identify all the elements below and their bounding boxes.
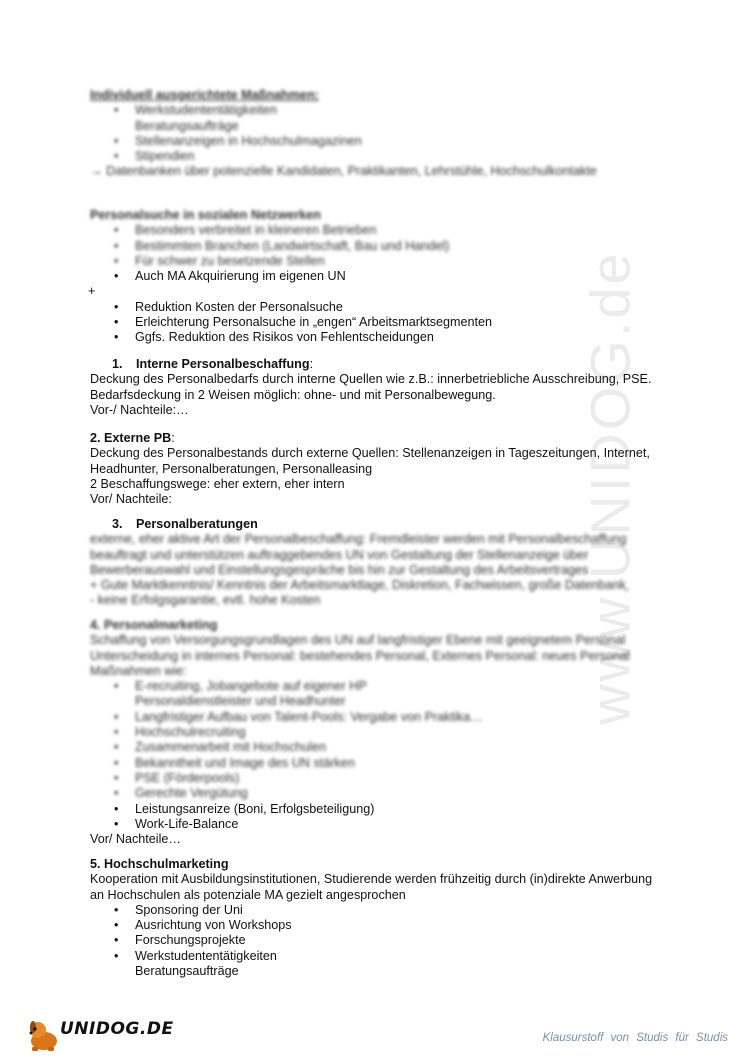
list-item — [90, 740, 670, 755]
list-item — [90, 149, 670, 164]
section-heading-text: 2. Externe PB — [90, 431, 172, 445]
section-heading: 5. Hochschulmarketing — [90, 857, 229, 871]
list-item — [90, 817, 670, 832]
section-heading: Individuell ausgerichtete Maßnahmen: — [90, 88, 319, 102]
body-line: Vor-/ Nachteile:… — [90, 402, 189, 417]
list-item — [90, 802, 670, 817]
list-item-text: Work-Life-Balance — [135, 816, 239, 831]
section-hochschulmarketing — [90, 857, 670, 979]
list-item-text: Ausrichtung von Workshops — [135, 918, 292, 933]
list-item — [90, 239, 670, 254]
list-item — [90, 933, 670, 948]
list-item-text: Zusammenarbeit mit Hochschulen — [135, 740, 327, 755]
body-line: - keine Erfolgsgarantie, evtl. hohe Kosten — [90, 593, 321, 608]
section-heading — [90, 431, 670, 446]
list-item — [90, 679, 670, 710]
body-line: Kooperation mit Ausbildungsinstitutionen, Studierende werden frühzeitig durch (in)direkte Anwerbung — [90, 872, 653, 887]
list-item — [90, 315, 670, 330]
list-item-text: Sponsoring der Uni — [135, 902, 243, 917]
section-heading — [90, 517, 670, 532]
list-item-text: Gerechte Vergütung — [135, 786, 248, 801]
unidog-logo[interactable] — [24, 1014, 184, 1054]
section-heading-text: Interne Personalbeschaffung — [136, 357, 310, 371]
section-number: 1. — [112, 357, 123, 371]
list-item-text: Langfristiger Aufbau von Talent-Pools: Vergabe von Praktika… — [135, 709, 483, 724]
logo-text: UNIDOG.DE — [60, 1019, 174, 1039]
section-heading — [90, 357, 670, 372]
body-line: Headhunter, Personalberatungen, Personalleasing — [90, 461, 373, 476]
footer-tagline: Klausurstoff von Studis für Studis — [542, 1032, 728, 1044]
list-item — [90, 710, 670, 725]
section-personalmarketing — [90, 618, 670, 847]
list-item-text: PSE (Förderpools) — [135, 770, 240, 785]
list-item-text: • Werkstudententätigkeiten — [135, 103, 277, 118]
body-line: Deckung des Personalbestands durch externe Quellen: Stellenanzeigen in Tageszeitungen, Internet, — [90, 446, 650, 461]
body-line: 2 Beschaffungswege: eher extern, eher intern — [90, 476, 345, 491]
list-item — [90, 756, 670, 771]
section-heading-text: Personalberatungen — [136, 517, 258, 531]
section-number: 3. — [112, 517, 123, 531]
list-item-text: Bestimmten Branchen (Landwirtschaft, Bau und Handel) — [135, 238, 450, 253]
section-interne-pb — [90, 357, 670, 418]
list-item — [90, 269, 670, 284]
list-item — [90, 786, 670, 801]
section-individuell — [90, 88, 670, 180]
watermark: www.UNIDOG.de — [578, 250, 642, 725]
body-line: Vor/ Nachteile: — [90, 492, 172, 507]
list-item — [90, 949, 670, 980]
list-item — [90, 103, 670, 134]
list-item-text: Stipendien — [135, 149, 195, 164]
list-item-text: Ggfs. Reduktion des Risikos von Fehlentscheidungen — [135, 330, 434, 345]
body-line: externe, eher aktive Art der Personalbeschaffung: Fremdleister werden mit Personalbeschaffung — [90, 532, 627, 547]
body-line: Maßnahmen wie: — [90, 663, 187, 678]
list-item-text: Forschungsprojekte — [135, 933, 246, 948]
section-personalberatungen — [90, 517, 670, 609]
bullet-list — [90, 269, 670, 284]
body-line: Bedarfsdeckung in 2 Weisen möglich: ohne- und mit Personalbewegung. — [90, 387, 496, 402]
section-social — [90, 208, 670, 346]
list-item — [90, 300, 670, 315]
body-line: Unterscheidung in internes Personal: bestehendes Personal, Externes Personal: neues Personal — [90, 648, 630, 663]
list-item-text: Für schwer zu besetzende Stellen — [135, 253, 325, 268]
list-item-text: Auch MA Akquirierung im eigenen UN — [135, 269, 346, 284]
list-item — [90, 918, 670, 933]
list-item-text: • E-recruiting, Jobangebote auf eigener HP — [135, 679, 367, 694]
body-line: Deckung des Personalbedarfs durch interne Quellen wie z.B.: innerbetriebliche Ausschreibung, PSE. — [90, 372, 652, 387]
heading-colon: : — [309, 357, 314, 371]
bullet-list — [90, 802, 670, 833]
plus-sign: + — [88, 284, 96, 299]
list-item-text: Hochschulrecruiting — [135, 725, 246, 740]
list-item — [90, 330, 670, 345]
list-item-text: Erleichterung Personalsuche in „engen“ Arbeitsmarktsegmenten — [135, 315, 493, 330]
arrow-line: → Datenbanken über potenzielle Kandidaten, Praktikanten, Lehrstühle, Hochschulkontakte — [90, 164, 597, 179]
list-item-text: Besonders verbreitet in kleineren Betrieben — [135, 223, 377, 238]
dog-icon — [24, 1014, 64, 1054]
section-externe-pb — [90, 431, 670, 507]
list-item-text: Reduktion Kosten der Personalsuche — [135, 299, 343, 314]
heading-colon: : — [171, 431, 175, 445]
bullet-list — [90, 679, 670, 801]
bullet-list — [90, 103, 670, 164]
section-heading: 4. Personalmarketing — [90, 618, 218, 632]
body-line: Bewerberauswahl und Einstellungsgespräche bis hin zur Gestaltung des Arbeitsvertrages — [90, 562, 589, 577]
bullet-list — [90, 903, 670, 979]
list-item-text: Bekanntheit und Image des UN stärken — [135, 755, 355, 770]
list-item — [90, 223, 670, 238]
body-line: Schaffung von Versorgungsgrundlagen des UN auf langfristiger Ebene mit geeignetem Personal — [90, 633, 626, 648]
bullet-list — [90, 300, 670, 346]
list-item-text: • Werkstudententätigkeiten — [135, 948, 277, 963]
list-item — [90, 771, 670, 786]
list-item-text: Beratungsaufträge — [135, 964, 239, 979]
list-item — [90, 134, 670, 149]
body-line: beauftragt und unterstützen auftraggebendes UN von Gestaltung der Stellenanzeige über — [90, 547, 589, 562]
bullet-list — [90, 223, 670, 269]
list-item — [90, 903, 670, 918]
list-item-text: Beratungsaufträge — [135, 118, 239, 133]
body-line: an Hochschulen als potenziale MA gezielt angesprochen — [90, 887, 406, 902]
list-item — [90, 725, 670, 740]
list-item-text: Stellenanzeigen in Hochschulmagazinen — [135, 133, 362, 148]
list-item — [90, 254, 670, 269]
section-heading: Personalsuche in sozialen Netzwerken — [90, 208, 321, 222]
body-line: Vor/ Nachteile… — [90, 832, 181, 847]
list-item-text: Leistungsanreize (Boni, Erfolgsbeteiligung) — [135, 801, 375, 816]
body-line: + Gute Marktkenntnis/ Kenntnis der Arbeitsmarktlage, Diskretion, Fachwissen, große Datenbank — [90, 578, 626, 593]
list-item-text: Personaldienstleister und Headhunter — [135, 694, 346, 709]
